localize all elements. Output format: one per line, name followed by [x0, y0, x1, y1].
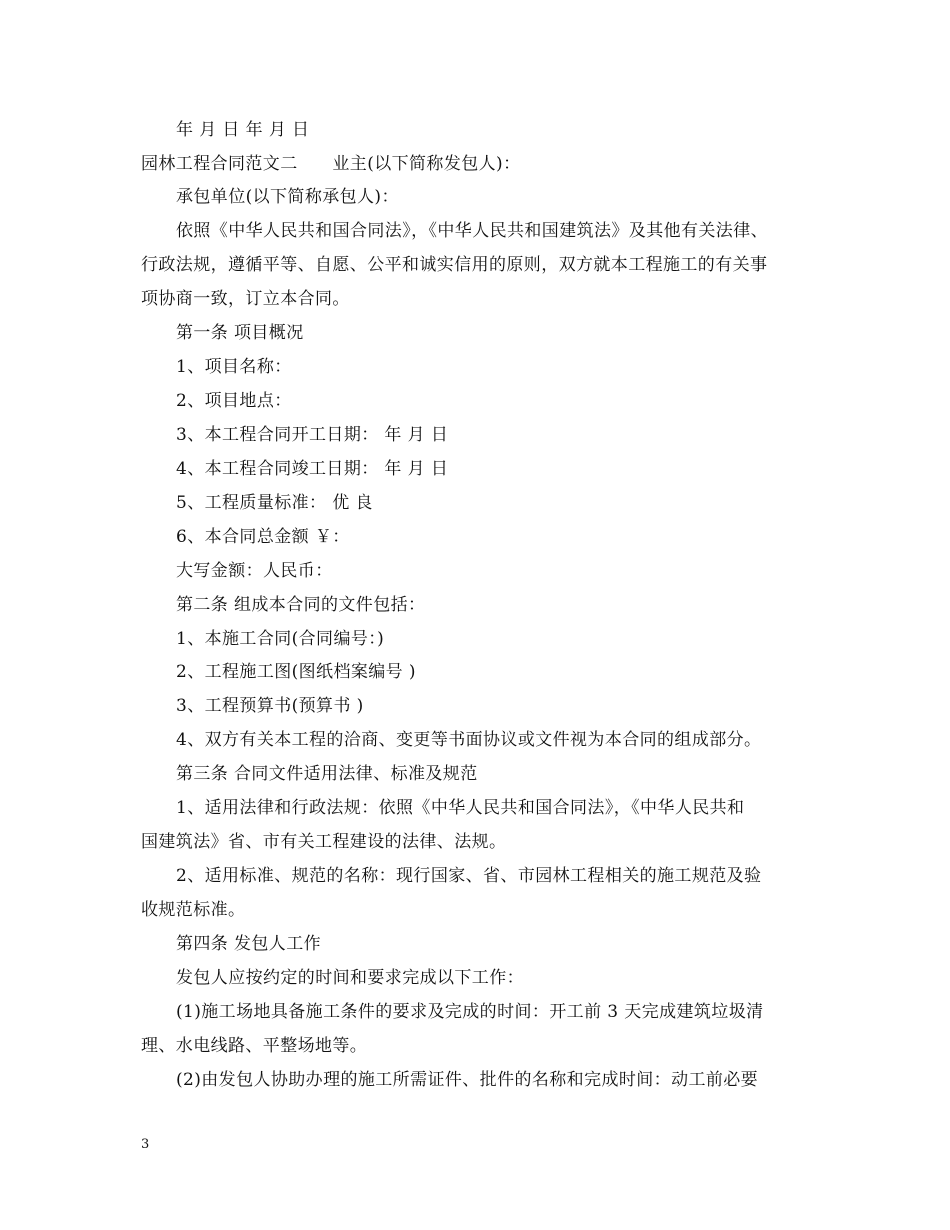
date-line: 年 月 日 年 月 日: [176, 120, 310, 140]
article-heading: 第四条 发包人工作: [176, 934, 322, 954]
list-item: 2、工程施工图(图纸档案编号 ): [176, 662, 416, 682]
paragraph-line: 项协商一致，订立本合同。: [141, 289, 350, 309]
article-heading: 第一条 项目概况: [176, 323, 304, 343]
list-item: 2、项目地点：: [176, 391, 292, 411]
paragraph-line: 理、水电线路、平整场地等。: [141, 1036, 368, 1056]
list-item: 3、本工程合同开工日期： 年 月 日: [176, 425, 449, 445]
list-item: 1、本施工合同(合同编号：): [176, 629, 385, 649]
list-item: 1、项目名称：: [176, 357, 292, 377]
paragraph-line: 1、适用法律和行政法规：依照《中华人民共和国合同法》，《中华人民共和: [176, 798, 745, 818]
title-line: 园林工程合同范文二 业主(以下简称发包人)：: [141, 154, 521, 174]
list-item: 5、工程质量标准： 优 良: [176, 493, 373, 513]
article-heading: 第三条 合同文件适用法律、标准及规范: [176, 764, 478, 784]
paragraph-line: 依照《中华人民共和国合同法》，《中华人民共和国建筑法》及其他有关法律、: [176, 221, 768, 241]
list-item: 6、本合同总金额 ￥：: [176, 527, 350, 547]
contractor-line: 承包单位(以下简称承包人)：: [176, 187, 399, 207]
list-item: 3、工程预算书(预算书 ): [176, 696, 364, 716]
paragraph-line: (1)施工场地具备施工条件的要求及完成的时间：开工前 3 天完成建筑垃圾清: [176, 1002, 764, 1022]
article-heading: 第二条 组成本合同的文件包括：: [176, 595, 426, 615]
list-item: 4、双方有关本工程的洽商、变更等书面协议或文件视为本合同的组成部分。: [176, 730, 762, 750]
list-item: 4、本工程合同竣工日期： 年 月 日: [176, 459, 449, 479]
page-number: 3: [141, 1137, 150, 1152]
paragraph-line: (2)由发包人协助办理的施工所需证件、批件的名称和完成时间：动工前必要: [176, 1070, 759, 1090]
paragraph-line: 行政法规，遵循平等、自愿、公平和诚实信用的原则，双方就本工程施工的有关事: [141, 255, 768, 275]
paragraph-line: 发包人应按约定的时间和要求完成以下工作：: [176, 968, 524, 988]
paragraph-line: 收规范标准。: [141, 900, 246, 920]
paragraph-line: 2、适用标准、规范的名称：现行国家、省、市园林工程相关的施工规范及验: [176, 866, 762, 886]
paragraph-line: 国建筑法》省、市有关工程建设的法律、法规。: [141, 832, 507, 852]
list-item: 大写金额：人民币：: [176, 561, 333, 581]
